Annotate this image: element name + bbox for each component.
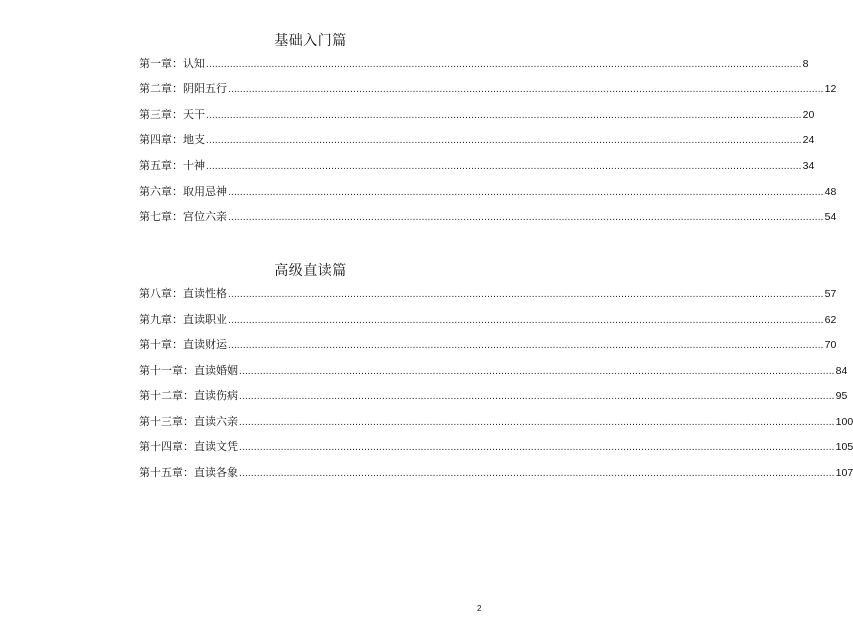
toc-leader-dots: ........................................................................................................................................................................................................ bbox=[206, 135, 802, 146]
toc-leader-dots: ........................................................................................................................................................................................................ bbox=[206, 110, 802, 121]
toc-leader-dots: ........................................................................................................................................................................................................ bbox=[228, 340, 824, 351]
toc-leader-dots: ........................................................................................................................................................................................................ bbox=[228, 187, 824, 198]
toc-entry-page: 57 bbox=[824, 288, 837, 300]
toc-leader-dots: ........................................................................................................................................................................................................ bbox=[206, 161, 802, 172]
toc-leader-dots: ........................................................................................................................................................................................................ bbox=[239, 442, 835, 453]
toc-entry[interactable] bbox=[139, 132, 815, 148]
toc-leader-dots: ........................................................................................................................................................................................................ bbox=[239, 468, 835, 479]
toc-entry[interactable] bbox=[139, 107, 815, 123]
section-title-basic: 基础入门篇 bbox=[274, 33, 347, 49]
toc-entry-label: 第九章：直读职业 bbox=[139, 313, 227, 326]
toc-entry-page: 100 bbox=[835, 416, 853, 428]
toc-entry[interactable] bbox=[139, 312, 837, 328]
toc-entry-page: 24 bbox=[802, 134, 815, 146]
toc-entry[interactable] bbox=[139, 439, 853, 455]
toc-entry-page: 8 bbox=[802, 58, 809, 70]
toc-leader-dots: ........................................................................................................................................................................................................ bbox=[239, 417, 835, 428]
toc-entry-label: 第十三章：直读六亲 bbox=[139, 415, 238, 428]
toc-entry[interactable] bbox=[139, 56, 809, 72]
toc-entry-page: 54 bbox=[824, 211, 837, 223]
toc-entry-page: 62 bbox=[824, 314, 837, 326]
toc-leader-dots: ........................................................................................................................................................................................................ bbox=[228, 84, 824, 95]
toc-entry[interactable] bbox=[139, 465, 853, 481]
toc-entry-page: 70 bbox=[824, 339, 837, 351]
toc-entry-label: 第十四章：直读文凭 bbox=[139, 440, 238, 453]
toc-entry-page: 34 bbox=[802, 160, 815, 172]
toc-entry-page: 107 bbox=[835, 467, 853, 479]
toc-entry-page: 48 bbox=[824, 186, 837, 198]
toc-leader-dots: ........................................................................................................................................................................................................ bbox=[228, 212, 824, 223]
toc-leader-dots: ........................................................................................................................................................................................................ bbox=[228, 289, 824, 300]
section-title-advanced: 高级直读篇 bbox=[274, 263, 347, 279]
toc-entry-label: 第四章：地支 bbox=[139, 133, 205, 146]
toc-entry[interactable] bbox=[139, 209, 837, 225]
toc-entry[interactable] bbox=[139, 184, 837, 200]
toc-entry-label: 第二章：阴阳五行 bbox=[139, 82, 227, 95]
toc-entry-label: 第十五章：直读各象 bbox=[139, 466, 238, 479]
toc-entry-label: 第五章：十神 bbox=[139, 159, 205, 172]
toc-entry[interactable] bbox=[139, 414, 853, 430]
toc-entry[interactable] bbox=[139, 363, 848, 379]
toc-entry-label: 第八章：直读性格 bbox=[139, 287, 227, 300]
toc-entry[interactable] bbox=[139, 337, 837, 353]
toc-leader-dots: ........................................................................................................................................................................................................ bbox=[239, 391, 835, 402]
toc-leader-dots: ........................................................................................................................................................................................................ bbox=[239, 366, 835, 377]
toc-entry-page: 95 bbox=[835, 390, 848, 402]
footer-page-number: 2 bbox=[477, 604, 482, 613]
toc-entry[interactable] bbox=[139, 81, 837, 97]
toc-entry-label: 第一章：认知 bbox=[139, 57, 205, 70]
toc-entry[interactable] bbox=[139, 158, 815, 174]
toc-entry-page: 84 bbox=[835, 365, 848, 377]
toc-entry-label: 第十章：直读财运 bbox=[139, 338, 227, 351]
toc-entry-page: 105 bbox=[835, 441, 853, 453]
toc-entry[interactable] bbox=[139, 388, 848, 404]
toc-entry-label: 第七章：宫位六亲 bbox=[139, 210, 227, 223]
toc-leader-dots: ........................................................................................................................................................................................................ bbox=[228, 315, 824, 326]
toc-entry-page: 12 bbox=[824, 83, 837, 95]
toc-entry-label: 第六章：取用忌神 bbox=[139, 185, 227, 198]
toc-entry[interactable] bbox=[139, 286, 837, 302]
toc-entry-label: 第三章：天干 bbox=[139, 108, 205, 121]
toc-leader-dots: ........................................................................................................................................................................................................ bbox=[206, 59, 802, 70]
toc-entry-label: 第十一章：直读婚姻 bbox=[139, 364, 238, 377]
toc-entry-page: 20 bbox=[802, 109, 815, 121]
toc-entry-label: 第十二章：直读伤病 bbox=[139, 389, 238, 402]
